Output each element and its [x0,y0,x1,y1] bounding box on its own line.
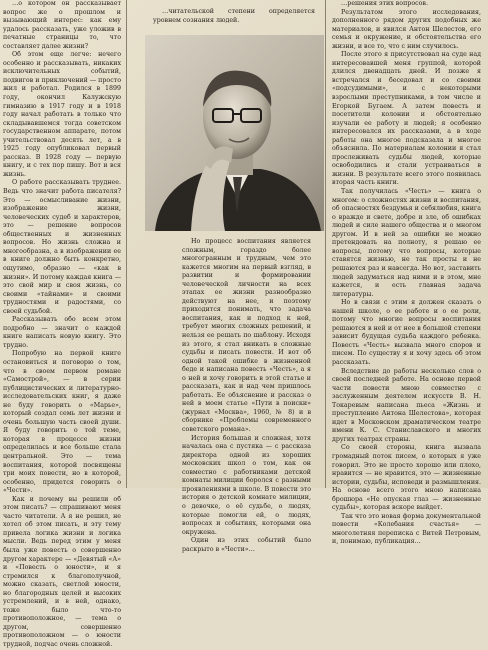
article-column-2-bottom [182,238,311,553]
paragraph: После этого я присутствовал на суде над интересовавшей меня группой, которой длился двенадцать дней. И позже я встречался и беседовал и со своими «подсудимыми», и с некоторыми взрослыми преступниками, в том числе и Егоркой Бугаем. А затем повесть и посетители колонии и обстоятельно изучали ее работу и людей; я особенно интересовался их рассказами, а в ходе работы она многое подсказала и многое объяснила. По материалам колонии я стал прослеживать судьбы людей, которые освободились и стали устраиваться в жизни. В результате всего этого появилась вторая часть книги. [332,51,481,187]
paragraph: Один из этих событий было раскрыто в «Чести»… [182,537,311,553]
paragraph: История большая и сложная, хотя началась она с пустяка — с рассказа директора одной из хороших московских школ о том, как он совместно с работниками детской комнаты милиции боролся с разными проявлениями в школе. В повести это история о детской комнате милиции, о девочке, о её судьбе, о людях, которые помогли ей, о людях, вопросах и событиях, которыми она окружена. [182,434,311,536]
paragraph: …решения этих вопросов. [341,0,428,7]
paragraph: Но в связи с этим я должен сказать о нашей школе, о ее работе и о ее роли, потому что многие вопросы воспитания решаются в ней и от нее в большой степени зависит будущая судьба каждого ребенка. Повесть «Честь» вызвала много споров и писем. По существу я и хочу здесь об этом рассказать. [332,299,481,366]
article-column-1 [3,0,121,649]
paragraph: Вследствие до работы несколько слов о своей последней работе. На основе первой части повести мною совместно с заслуженным деятелем искусств В. Н. Токаревым написана пьеса «Жизнь и преступление Антона Шелестова», которая идет в Московском драматическом театре имени К. С. Станиславского и многих других театрах страны. [332,367,481,443]
paragraph: Рассказывать обо всем этом подробно — значит о каждой книге написать новую книгу. Это трудно. [3,316,121,349]
portrait-illustration [145,35,324,231]
author-portrait-photo [145,35,324,231]
article-column-3 [332,0,481,546]
column-divider-right [325,0,326,488]
paragraph: Попробую на первой книге остановиться и поговорю о том, что в своем первом романе «Самострой», — в серии публицистических и литературно-исследовательских книг, я даже не буду говорить о «Марье», который создал семь лет жизни и очень большую часть своей души. Я буду говорить о той теме, которая в процессе жизни определилась и все больше стала центральной. Это — тема воспитания, которой посвящены три моих повести, но в которой, особенно, придется говорить о «Чести». [3,350,121,495]
paragraph: …о котором он рассказывает вопрос же о прошлом и вызывающий интерес: как ему удалось рассказать, уже уложив в печатные страницы то, что составляет далее жизни? [3,0,121,50]
paragraph: Как и почему вы решили об этом писать? — спрашивают меня часто читатели. А я не решил, не хотел об этом писать, и эту тему привела логика жизни и логика мысли. Ведь перед этим у меня была уже повесть о совершенно другом характере — «Девятый «А» и «Повесть о юности», и я стремился к благополучной, можно сказать, светлой юности, но благородных целей и высоких устремлений, и в ней, однако, тоже было что-то противоположное, — тема о другом, совершенно противоположном — о юности трудной, подчас очень сложной. [3,495,121,649]
paragraph: Со своей стороны, книга вызвала громадный поток писем, о которых я уже говорил. Это не просто хорошо или плохо, нравится — не нравится, это — жизненные истории, судьбы, исповеди и размышления. На основе всего этого мною написана брошюра «Не опуская глаз — жизненные судьбы», которая вскоре выйдет. [332,444,481,512]
paragraph: Об этом еще легче: нечего особенно и рассказывать, никаких исключительных событий, подвигов и приключений — просто жил и работал. Родился в 1899 году, окончил Калужскую гимназию в 1917 году и в 1918 году начал работать в только что складывавшемся тогда советском государственном аппарате, потом учительствовал десять лет, а в 1925 году опубликовал первый рассказ. В 1928 году — первую книгу, и с тех пор пишу. Вот и вся жизнь. [3,51,121,178]
paragraph: …читательской степени определяется уровнем сознания людей. [153,8,315,24]
paragraph: Но процесс воспитания является сложным, гораздо более многогранным и трудным, чем это кажется многим на первый взгляд, в развитии и формировании человеческой личности на всех этапах ее жизни разнообразно действуют на нее, и поэтому приходится понимать, что задача воспитания, как и подход к ней, требует многих сложных решений, и нельзя ее решать по шаблону. Исходя из этого, я стал вникать в сложные судьбы и писать повести. И вот об одной такой ошибке в жизненной беде и написана повесть «Честь», а я о ней и хочу говорить в этой статье и рассказать, как и над чем пришлось работать. Ее объяснение и рассказ о ней в моем статье «Пути в поиски» (журнал «Москва», 1960, № 8) и в сборнике «Проблемы современного советского романа». [182,238,311,434]
column-divider-left [126,0,127,488]
paragraph: Результатом этого исследования, дополненного рядом других подобных же материалов, и явился Антон Шелестов, его семья и окружение, и обстоятельства его жизни, и все то, что с ним случилось. [332,8,481,50]
paragraph: Так что это новая форма документальной повести «Колебания счастья» — многолетняя переписка с Витей Петровым, и, понимаю, публикация… [332,512,481,546]
paragraph: Так получилась «Честь» — книга о многом: о сложностях жизни и воспитания, об опасностях бездумья и себялюбия, книга о вражде и свете, добре и зле, об ошибках людей и силе нашего общества и о многом другом. И в ней за ошибки не можно претендовать на полноту, я решаю ее вопросы, потому что вопросы, которые ставятся жизнью, не так просты и не решаются раз и навсегда. Но вот, заставить людей задуматься над ними и в этом, мне кажется, и есть главная задача литературы. [332,188,481,298]
paragraph: О работе рассказывать труднее. Ведь что значит работа писателя? Это — осмысливание жизни, изображение жизни, человеческих судеб и характеров, это — решение вопросов общественных и жизненных вопросов. Но жизнь сложна и многообразна, а в изображении ее в книге должно быть конкретно, ощутимо, образно — «как в жизни». И потому каждая книга — это свой мир и своя жизнь, со своими «тайнами» и своими трудностями и радостями, со своей судьбой. [3,179,121,315]
